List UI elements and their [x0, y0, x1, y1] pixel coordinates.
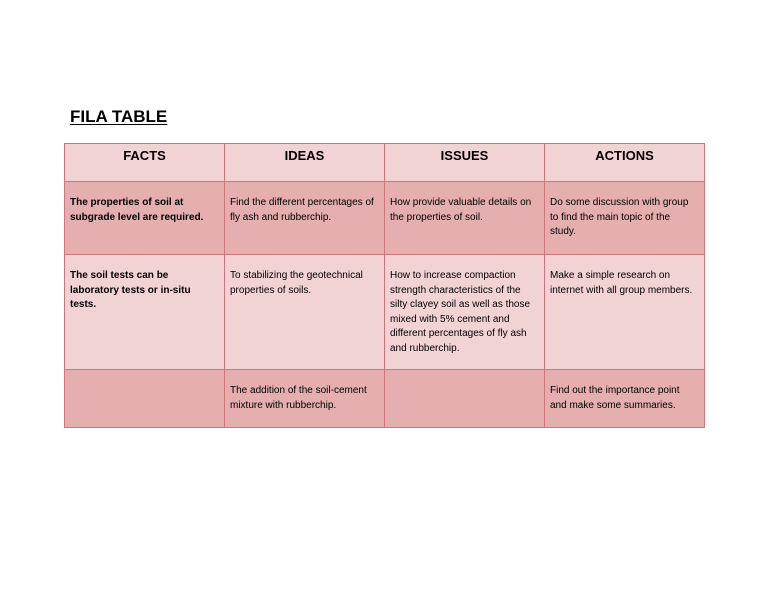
header-row — [65, 144, 705, 182]
cell-issues: How provide valuable details on the properties of soil. — [385, 182, 545, 255]
cell-issues: How to increase compaction strength characteristics of the silty clayey soil as well as those mixed with 5% cement and different percentages of fly ash and rubberchip. — [385, 255, 545, 370]
cell-ideas: Find the different percentages of fly ash and rubberchip. — [225, 182, 385, 255]
header-issues: ISSUES — [385, 144, 545, 182]
page-title: FILA TABLE — [70, 107, 168, 126]
cell-facts — [65, 370, 225, 428]
header-facts: FACTS — [65, 144, 225, 182]
cell-issues — [385, 370, 545, 428]
cell-actions: Do some discussion with group to find the main topic of the study. — [545, 182, 705, 255]
cell-actions: Find out the importance point and make some summaries. — [545, 370, 705, 428]
table-body — [65, 182, 705, 428]
cell-facts: The properties of soil at subgrade level are required. — [65, 182, 225, 255]
table-header — [65, 144, 705, 182]
table-row — [65, 182, 705, 255]
cell-facts: The soil tests can be laboratory tests or in-situ tests. — [65, 255, 225, 370]
cell-actions: Make a simple research on internet with all group members. — [545, 255, 705, 370]
header-ideas: IDEAS — [225, 144, 385, 182]
fila-table — [64, 143, 705, 428]
header-actions: ACTIONS — [545, 144, 705, 182]
table-row — [65, 255, 705, 370]
cell-ideas: The addition of the soil-cement mixture with rubberchip. — [225, 370, 385, 428]
table-row — [65, 370, 705, 428]
cell-ideas: To stabilizing the geotechnical properties of soils. — [225, 255, 385, 370]
